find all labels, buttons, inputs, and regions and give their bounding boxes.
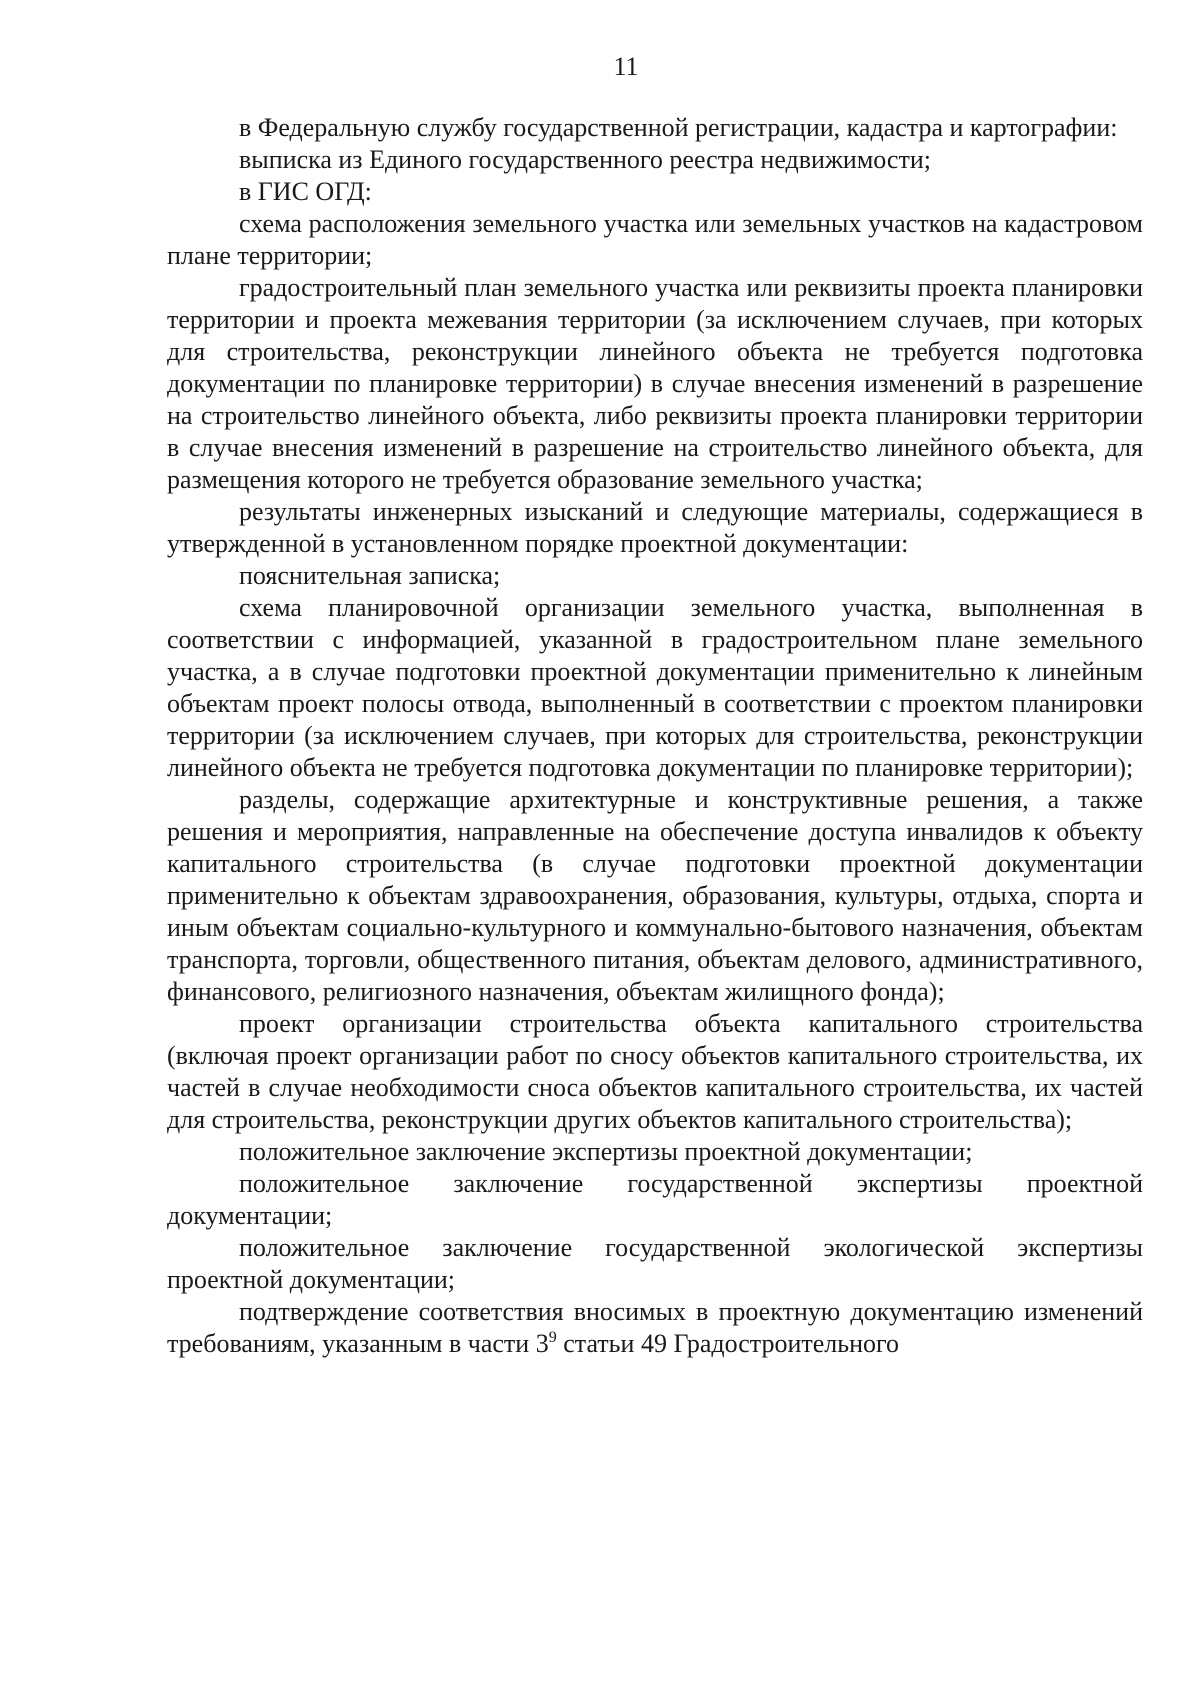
paragraph: пояснительная записка; bbox=[239, 561, 501, 590]
paragraph: положительное заключение государственной экспертизы проектной документации; bbox=[167, 1169, 1143, 1230]
paragraph-last-tail: статьи 49 Градостроительного bbox=[556, 1329, 900, 1358]
paragraph-last-text: подтверждение соответствия вносимых в проектную документацию изменений требованиям, указанным в части 3 bbox=[167, 1297, 1143, 1358]
paragraph: проект организации строительства объекта капитального строительства (включая проект организации работ по сносу объектов капитального строительства, их частей в случае необходимости сноса объектов капитального строительства, их частей для строительства, реконструкции других объектов капитального строительства); bbox=[167, 1009, 1143, 1134]
paragraph: градостроительный план земельного участка или реквизиты проекта планировки территории и проекта межевания территории (за исключением случаев, при которых для строительства, реконструкции линейного объекта не требуется подготовка документации по планировке территории) в случае внесения изменений в разрешение на строительство линейного объекта, либо реквизиты проекта планировки территории в случае внесения изменений в разрешение на строительство линейного объекта, для размещения которого не требуется образование земельного участка; bbox=[167, 273, 1143, 494]
page-number: 11 bbox=[613, 52, 639, 81]
paragraph: выписка из Единого государственного реестра недвижимости; bbox=[239, 145, 931, 174]
paragraph: положительное заключение экспертизы проектной документации; bbox=[239, 1137, 973, 1166]
paragraph-last bbox=[167, 1296, 1143, 1360]
paragraph: в ГИС ОГД: bbox=[239, 177, 372, 206]
document-body bbox=[167, 112, 1143, 1360]
paragraph: положительное заключение государственной экологической экспертизы проектной документации; bbox=[167, 1233, 1143, 1294]
superscript: 9 bbox=[548, 1329, 557, 1346]
paragraph: схема расположения земельного участка или земельных участков на кадастровом плане территории; bbox=[167, 209, 1143, 270]
paragraph: схема планировочной организации земельного участка, выполненная в соответствии с информацией, указанной в градостроительном плане земельного участка, а в случае подготовки проектной документации применительно к линейным объектам проект полосы отвода, выполненный в соответствии с проектом планировки территории (за исключением случаев, при которых для строительства, реконструкции линейного объекта не требуется подготовка документации по планировке территории); bbox=[167, 593, 1143, 782]
paragraph: разделы, содержащие архитектурные и конструктивные решения, а также решения и мероприятия, направленные на обеспечение доступа инвалидов к объекту капитального строительства (в случае подготовки проектной документации применительно к объектам здравоохранения, образования, культуры, отдыха, спорта и иным объектам социально-культурного и коммунально-бытового назначения, объектам транспорта, торговли, общественного питания, объектам делового, административного, финансового, религиозного назначения, объектам жилищного фонда); bbox=[167, 785, 1143, 1006]
paragraph: в Федеральную службу государственной регистрации, кадастра и картографии: bbox=[239, 113, 1118, 142]
paragraph: результаты инженерных изысканий и следующие материалы, содержащиеся в утвержденной в установленном порядке проектной документации: bbox=[167, 497, 1143, 558]
